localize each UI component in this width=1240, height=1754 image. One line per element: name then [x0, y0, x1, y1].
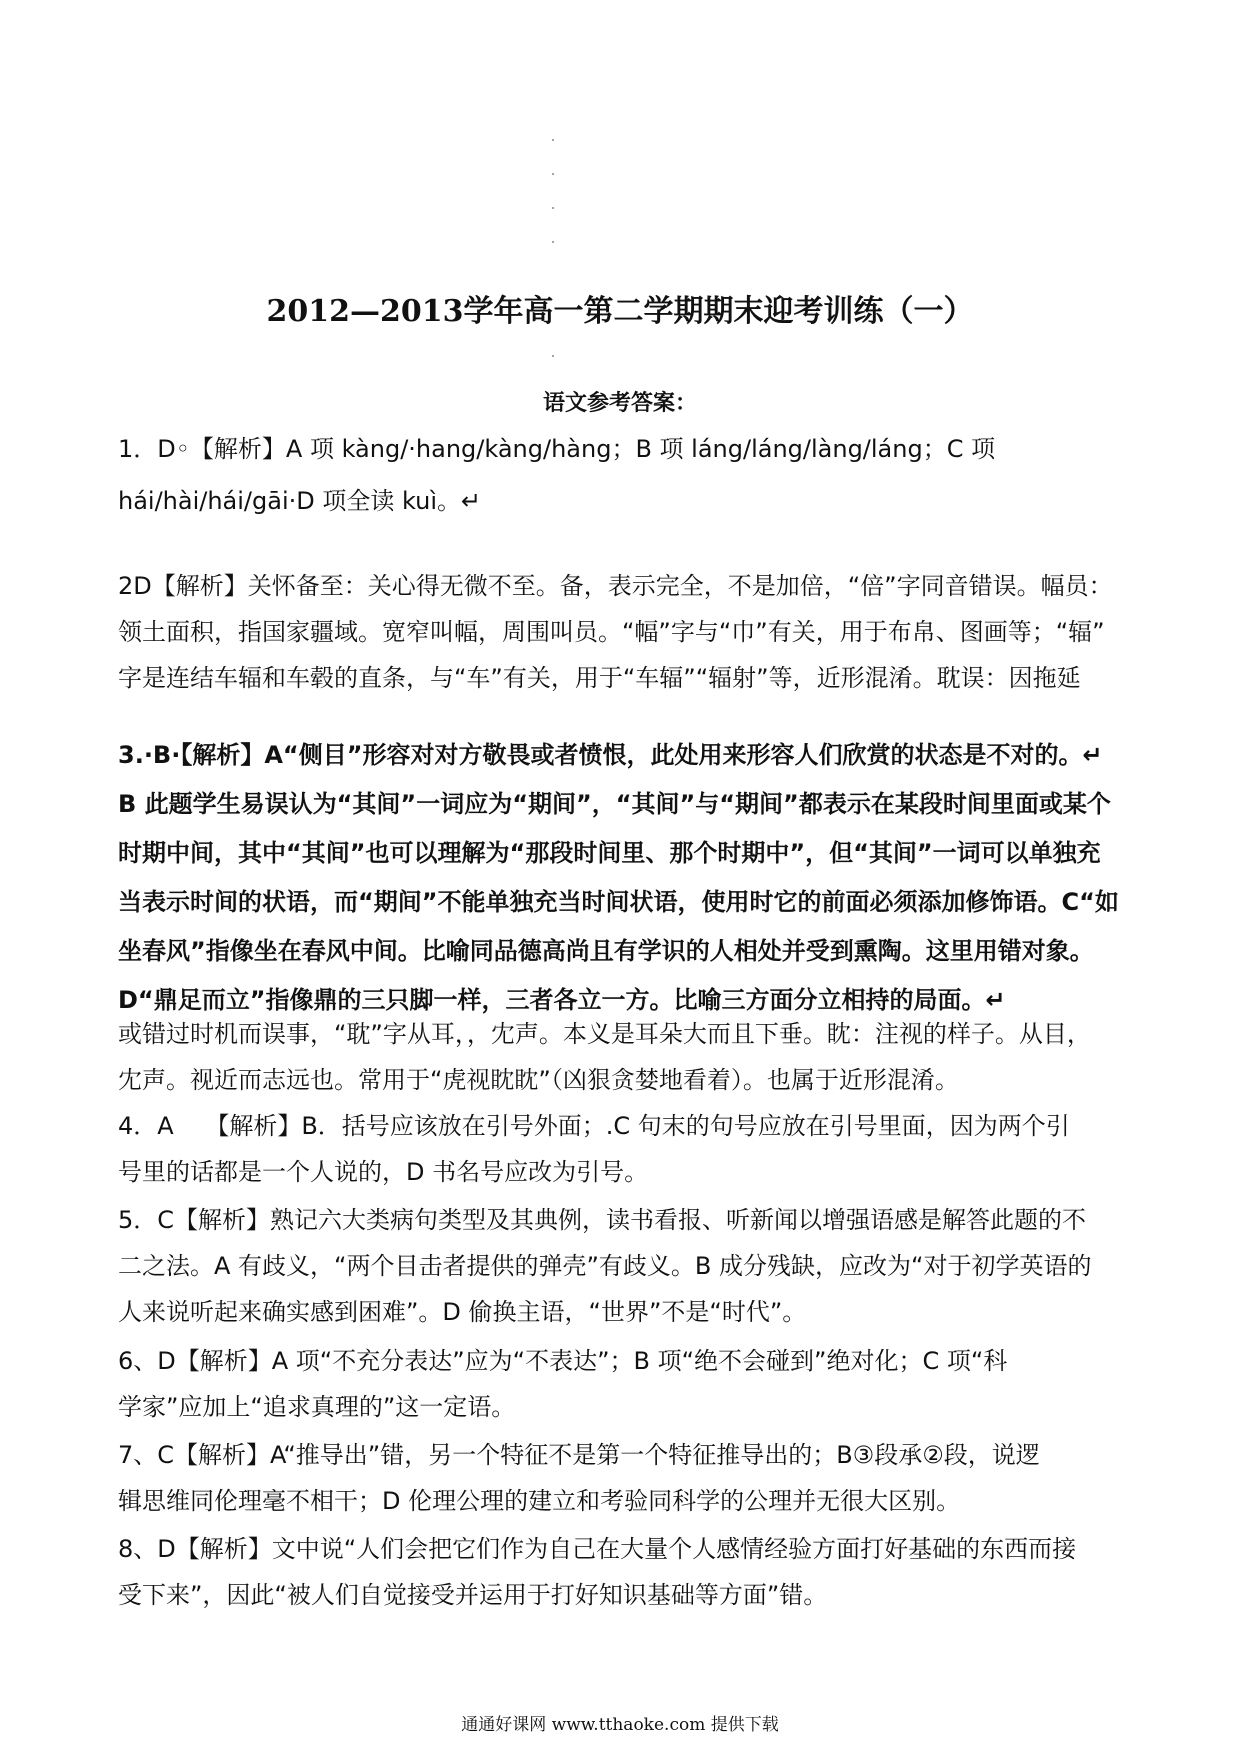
answer-line: B 此题学生易误认为“其间”一词应为“期间”，“其间”与“期间”都表示在某段时间里面或某个	[118, 790, 1111, 818]
answer-line: 3.·B·【解析】A“侧目”形容对对方敬畏或者愤恨，此处用来形容人们欣赏的状态是不对的。↵	[118, 741, 1103, 769]
answer-line: D“鼎足而立”指像鼎的三只脚一样，三者各立一方。比喻三方面分立相持的局面。↵	[118, 986, 1006, 1014]
answer-6	[118, 1338, 1124, 1430]
answer-line: 学家”应加上“追求真理的”这一定语。	[118, 1393, 516, 1421]
page-title: 2012—2013学年高一第二学期期末迎考训练（一）	[266, 294, 974, 329]
answer-line: 坐春风”指像坐在春风中间。比喻同品德高尚且有学识的人相处并受到熏陶。这里用错对象。	[118, 937, 1094, 965]
answer-line: 当表示时间的状语，而“期间”不能单独充当时间状语，使用时它的前面必须添加修饰语。C“如	[118, 888, 1119, 916]
answer-2	[118, 563, 1124, 701]
page-footer: 通通好课网 www.tthaoke.com 提供下载	[461, 1715, 779, 1735]
answer-line: 领土面积，指国家疆域。宽窄叫幅，周围叫员。“幅”字与“巾”有关，用于布帛、图画等；“辐”	[118, 618, 1105, 646]
answer-line: 号里的话都是一个人说的，D 书名号应改为引号。	[118, 1158, 649, 1186]
section-subtitle: 语文参考答案：	[542, 390, 697, 416]
answer-8	[118, 1526, 1124, 1618]
answer-line: 6、D【解析】A 项“不充分表达”应为“不表达”；B 项“绝不会碰到”绝对化；C 项“科	[118, 1347, 1008, 1375]
answer-line: 8、D【解析】文中说“人们会把它们作为自己在大量个人感情经验方面打好基础的东西而接	[118, 1535, 1077, 1563]
margin-dot	[552, 241, 554, 243]
answer-line: 5．C【解析】熟记六大类病句类型及其典例，读书看报、听新闻以增强语感是解答此题的不	[118, 1206, 1087, 1234]
answer-line: 4．A 【解析】B．括号应该放在引号外面；.C 句末的句号应放在引号里面，因为两个引	[118, 1112, 1070, 1140]
answer-4	[118, 1103, 1124, 1195]
answer-line: 辑思维同伦理毫不相干；D 伦理公理的建立和考验同科学的公理并无很大区别。	[118, 1487, 961, 1515]
answer-2-continued	[118, 1057, 1124, 1103]
answer-line: 7、C【解析】A“推导出”错，另一个特征不是第一个特征推导出的；B③段承②段，说逻	[118, 1441, 1040, 1469]
answer-line: hái/hài/hái/gāi·D 项全读 kuì。↵	[118, 487, 482, 515]
answer-2-continued	[118, 1011, 1124, 1057]
answer-line: 二之法。A 有歧义，“两个目击者提供的弹壳”有歧义。B 成分残缺，应改为“对于初学英语的	[118, 1252, 1092, 1280]
answer-line: 时期中间，其中“其间”也可以理解为“那段时间里、那个时期中”，但“其间”一词可以单独充	[118, 839, 1101, 867]
answer-line: 2D【解析】关怀备至：关心得无微不至。备，表示完全，不是加倍，“倍”字同音错误。幅员：	[118, 572, 1113, 600]
answer-5	[118, 1197, 1124, 1335]
answer-line: 冘声。视近而志远也。常用于“虎视眈眈”（凶狠贪婪地看着）。也属于近形混淆。	[118, 1066, 959, 1094]
answer-line: 或错过时机而误事，“耽”字从耳，，冘声。本义是耳朵大而且下垂。眈：注视的样子。从目，	[118, 1020, 1091, 1048]
answer-line: 受下来”，因此“被人们自觉接受并运用于打好知识基础等方面”错。	[118, 1581, 828, 1609]
answer-line: 人来说听起来确实感到困难”。D 偷换主语，“世界”不是“时代”。	[118, 1298, 807, 1326]
answer-line: 1．D◦【解析】A 项 kàng/·hang/kàng/hàng；B 项 láng/láng/làng/láng；C 项	[118, 435, 996, 463]
answer-line: 字是连结车辐和车毂的直条，与“车”有关，用于“车辐”“辐射”等，近形混淆。耽误：因拖延	[118, 664, 1081, 692]
margin-dot	[552, 173, 554, 175]
margin-dot	[552, 139, 554, 141]
answer-1	[118, 423, 1124, 527]
answer-3	[118, 731, 1124, 1025]
margin-dot	[552, 355, 554, 357]
answer-7	[118, 1432, 1124, 1524]
margin-dot	[552, 207, 554, 209]
